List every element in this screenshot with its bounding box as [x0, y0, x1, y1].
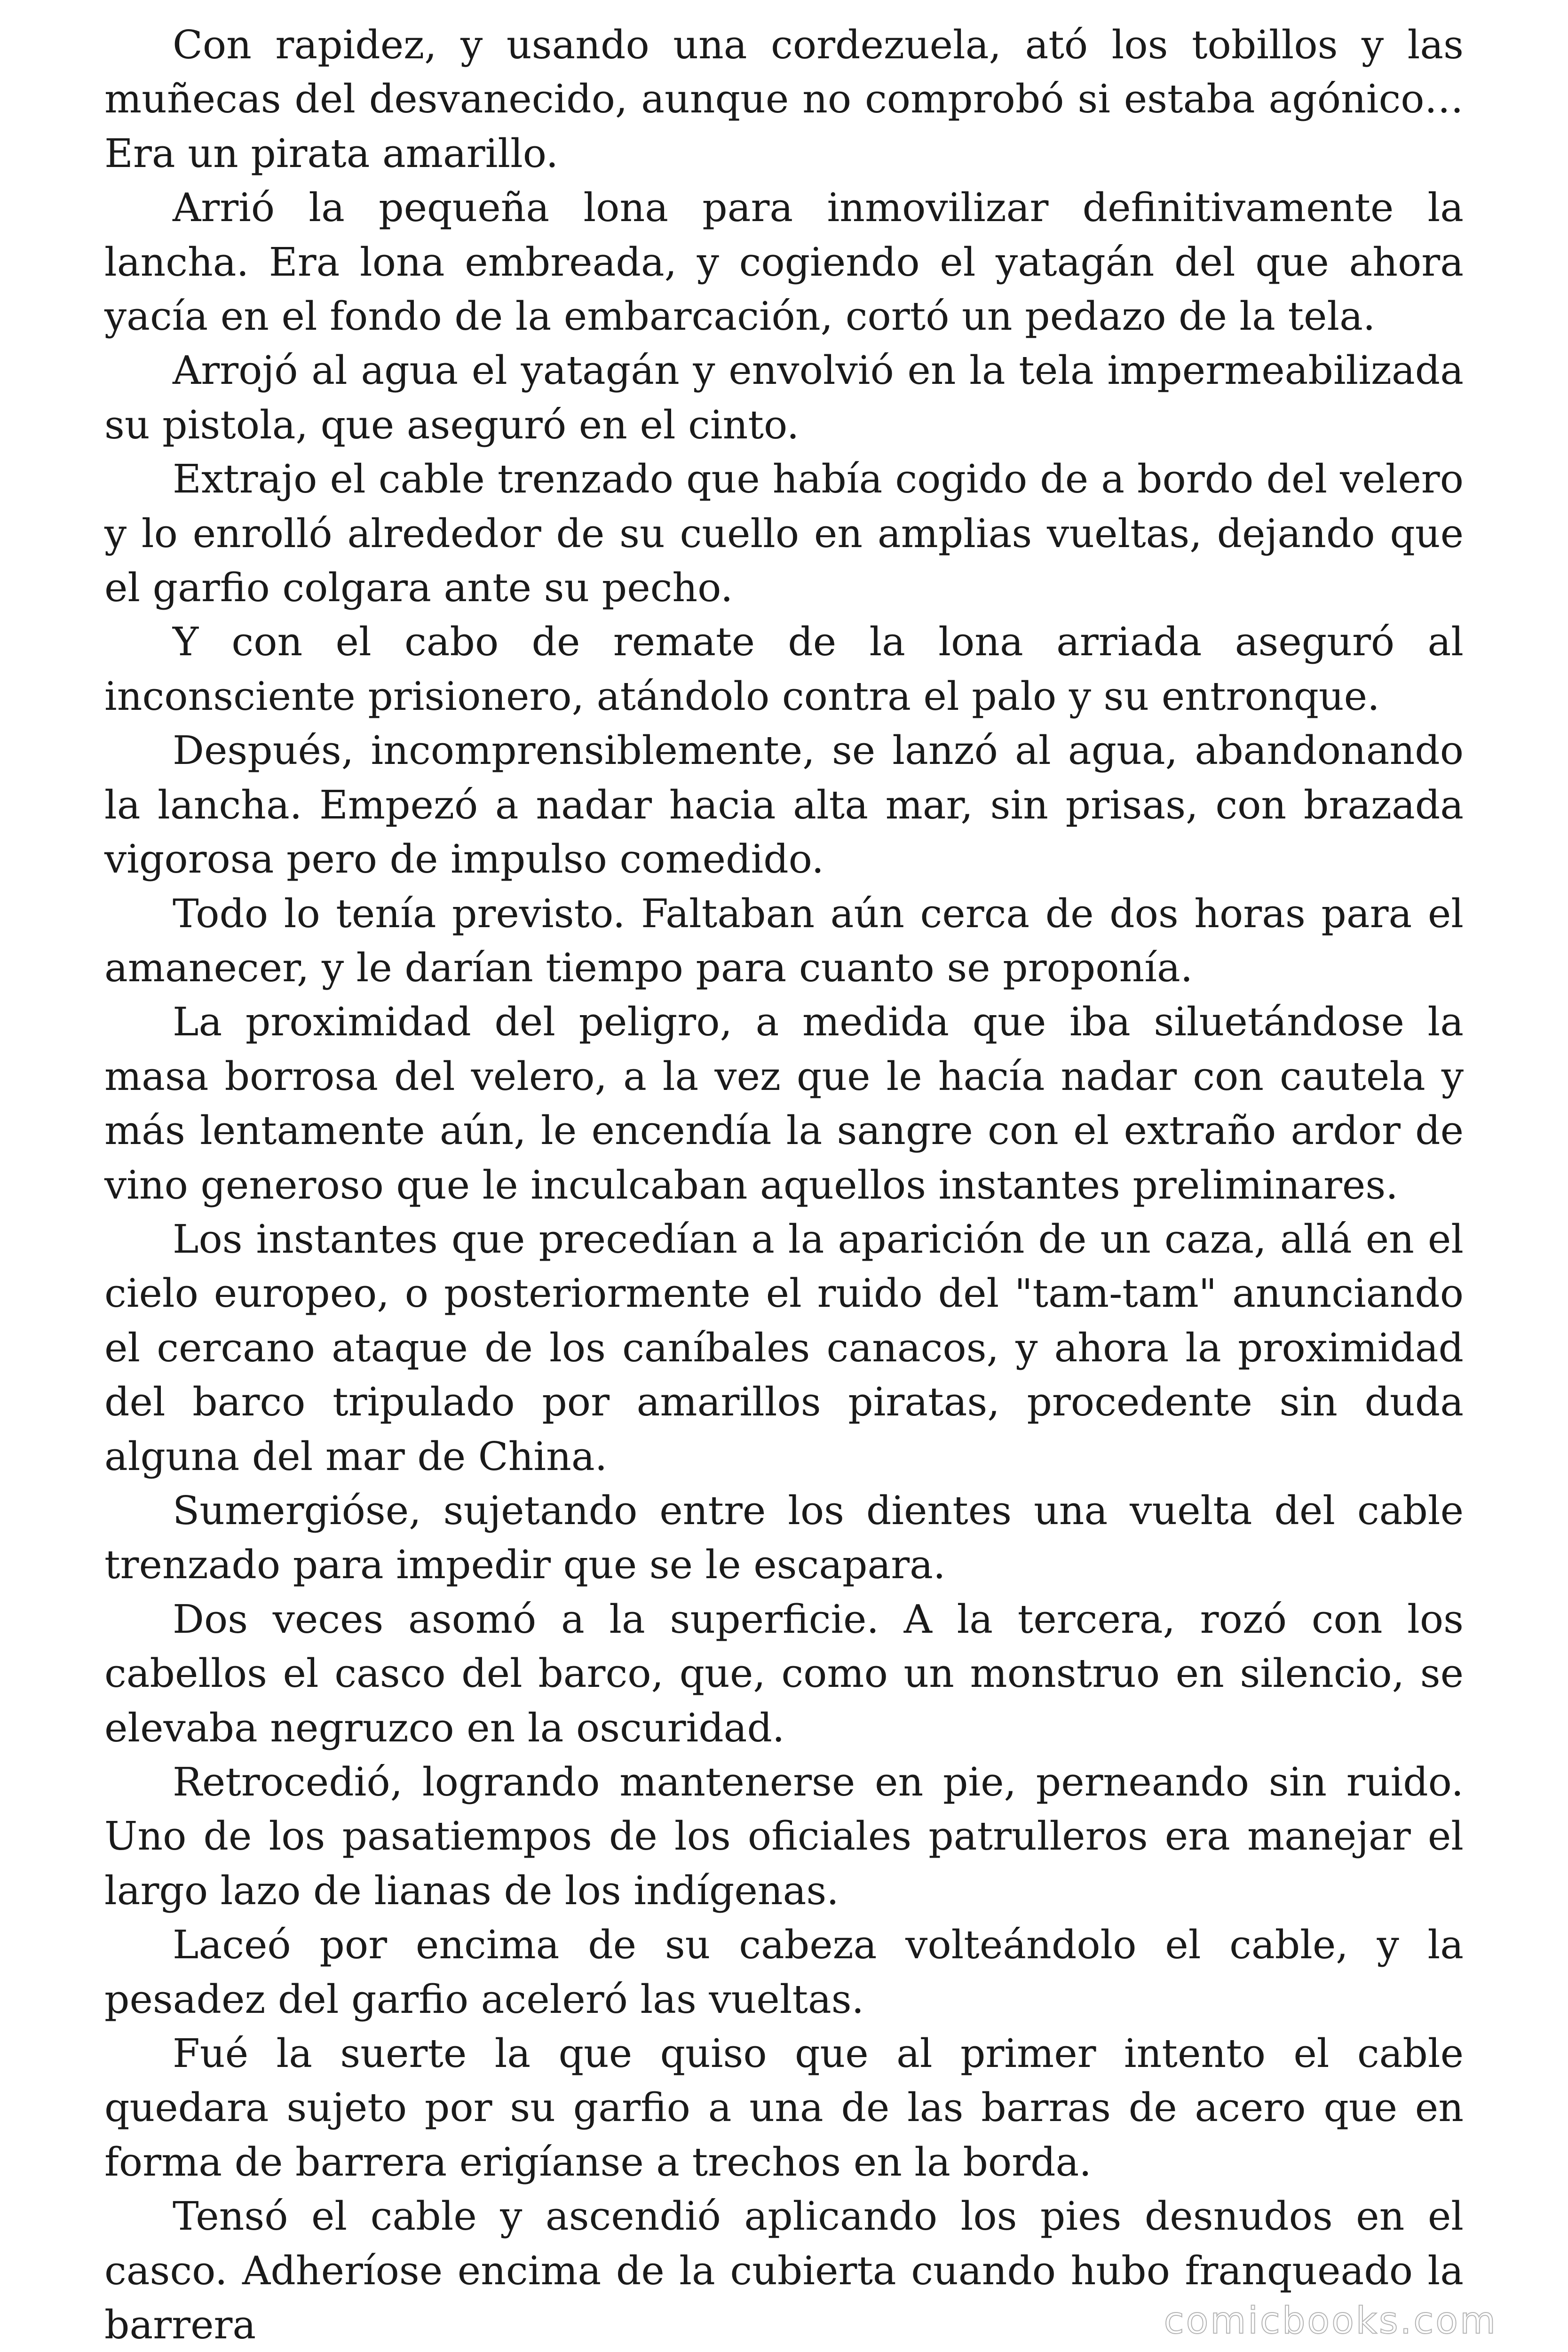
paragraph: Con rapidez, y usando una cordezuela, ató los tobillos y las muñecas del desvanecido, aunque no comprobó si estaba agónico… Era un pirata amarillo. — [104, 22, 1464, 176]
paragraph: Dos veces asomó a la superficie. A la tercera, rozó con los cabellos el casco del barco, que, como un monstruo en silencio, se elevaba negruzco en la oscuridad. — [104, 1596, 1464, 1751]
paragraph: Todo lo tenía previsto. Faltaban aún cerca de dos horas para el amanecer, y le darían tiempo para cuanto se proponía. — [104, 890, 1464, 991]
paragraph: Tensó el cable y ascendió aplicando los pies desnudos en el casco. Adheríose encima de la cubierta cuando hubo franqueado la barrera — [104, 2193, 1464, 2348]
paragraph: Fué la suerte la que quiso que al primer intento el cable quedara sujeto por su garfio a una de las barras de acero que en forma de barrera erigíanse a trechos en la borda. — [104, 2030, 1464, 2185]
paragraph: Arrió la pequeña lona para inmovilizar definitivamente la lancha. Era lona embreada, y cogiendo el yatagán del que ahora yacía en el fondo de la embarcación, cortó un pedazo de la tela. — [104, 184, 1464, 340]
paragraph: Arrojó al agua el yatagán y envolvió en la tela impermeabilizada su pistola, que aseguró en el cinto. — [104, 347, 1464, 448]
paragraph: La proximidad del peligro, a medida que iba siluetándose la masa borrosa del velero, a la vez que le hacía nadar con cautela y más lentamente aún, le encendía la sangre con el extraño ardor de vino generoso que le inculcaban aquellos instantes preliminares. — [104, 999, 1464, 1208]
paragraph: Y con el cabo de remate de la lona arriada aseguró al inconsciente prisionero, atándolo contra el palo y su entronque. — [104, 619, 1464, 719]
paragraph: Los instantes que precedían a la aparición de un caza, allá en el cielo europeo, o posteriormente el ruido del "tam-tam" anunciando el cercano ataque de los caníbales canacos, y ahora la proximidad del barco tripulado por amarillos piratas, procedente sin duda alguna del mar de China. — [104, 1216, 1464, 1479]
paragraph: Sumergióse, sujetando entre los dientes una vuelta del cable trenzado para impedir que se le escapara. — [104, 1487, 1464, 1588]
paragraph: Después, incomprensiblemente, se lanzó al agua, abandonando la lancha. Empezó a nadar hacia alta mar, sin prisas, con brazada vigorosa pero de impulso comedido. — [104, 727, 1464, 882]
page-body-text — [104, 18, 1464, 2352]
paragraph: Retrocedió, logrando mantenerse en pie, perneando sin ruido. Uno de los pasatiempos de los oficiales patrulleros era manejar el largo lazo de lianas de los indígenas. — [104, 1759, 1464, 1914]
watermark: comicbooks.com — [1164, 2300, 1497, 2342]
paragraph: Extrajo el cable trenzado que había cogido de a bordo del velero y lo enrolló alrededor de su cuello en amplias vueltas, dejando que el garfio colgara ante su pecho. — [104, 456, 1464, 611]
paragraph: Laceó por encima de su cabeza volteándolo el cable, y la pesadez del garfio aceleró las vueltas. — [104, 1922, 1464, 2022]
